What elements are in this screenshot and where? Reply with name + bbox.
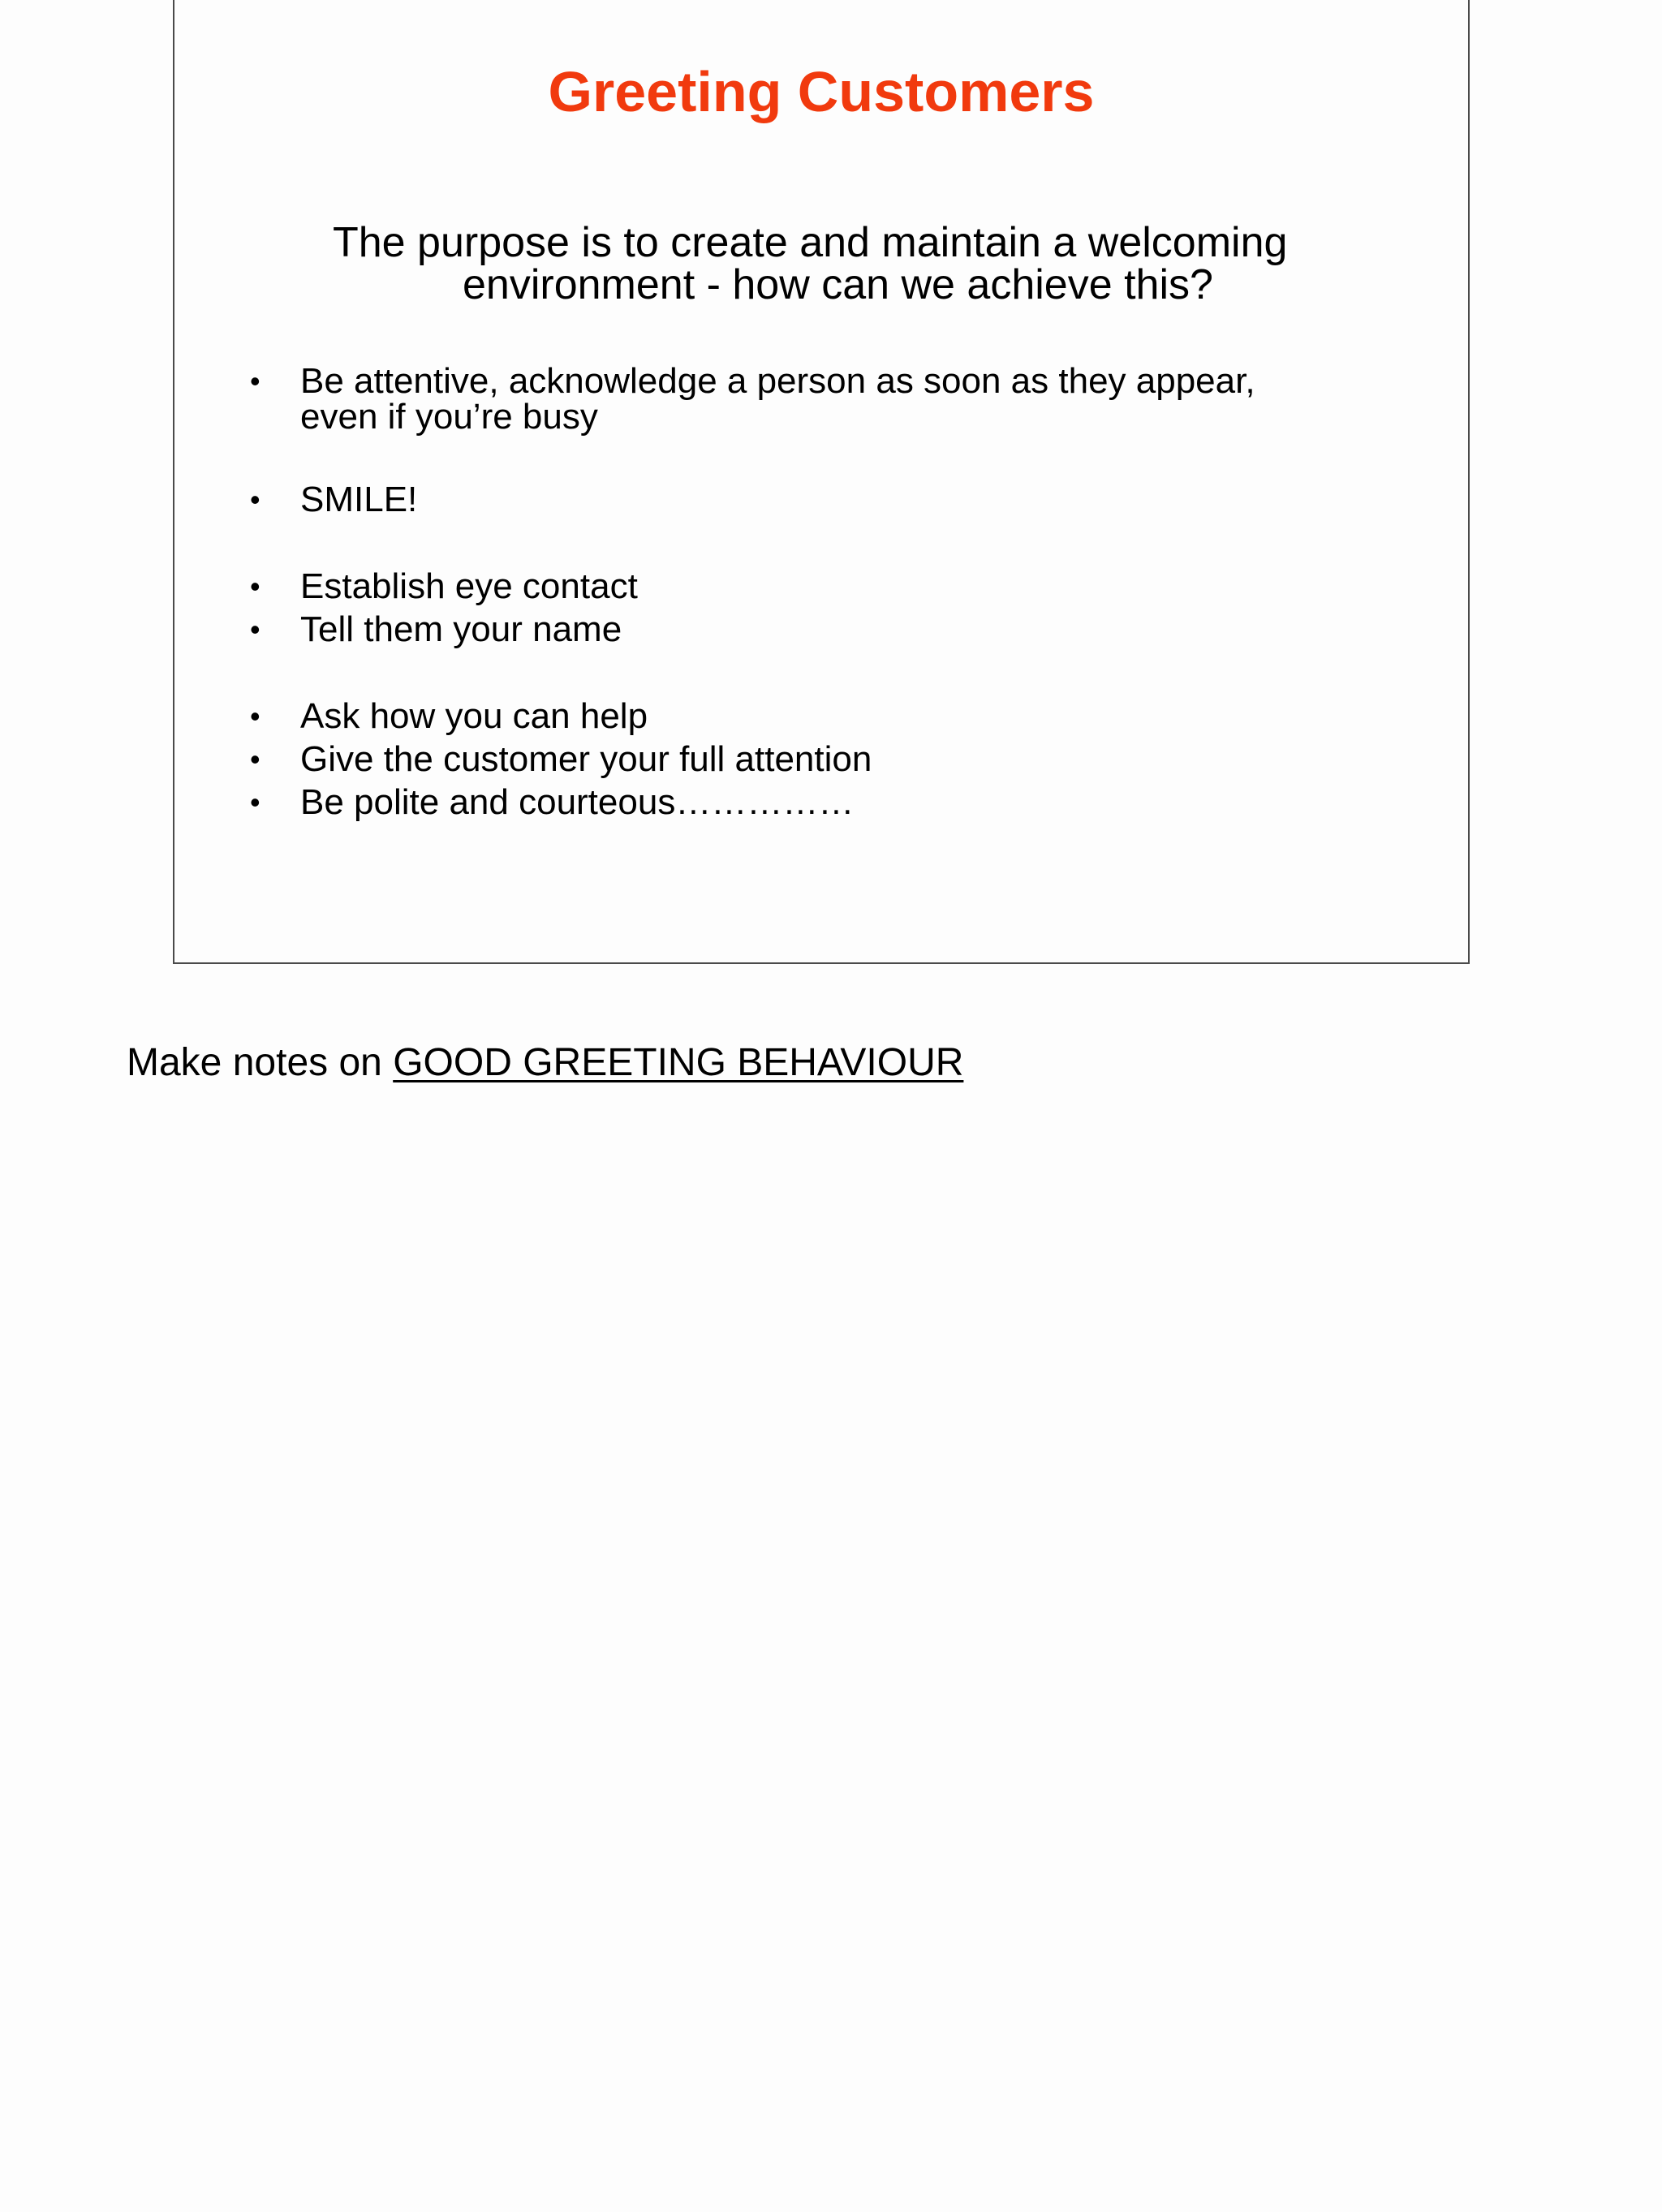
slide-purpose-statement [333, 219, 1323, 308]
bullet-icon: • [250, 483, 260, 516]
notes-instruction [127, 1040, 963, 1086]
bullet-text: Establish eye contact [300, 566, 638, 606]
bullet-text: Give the customer your full attention [300, 739, 872, 779]
slide-title: Greeting Customers [548, 60, 1095, 123]
bullet-icon: • [250, 699, 260, 733]
slide-frame [173, 0, 1470, 964]
bullet-icon: • [250, 570, 260, 603]
bullet-text: Be attentive, acknowledge a person as soon as they appear, even if you’re busy [300, 361, 1255, 437]
bullet-icon: • [250, 742, 260, 776]
bullet-icon: • [250, 613, 260, 646]
bullet-icon: • [250, 364, 260, 398]
bullet-icon: • [250, 785, 260, 819]
purpose-line-2: environment - how can we achieve this? [463, 261, 1213, 308]
bullet-text: Ask how you can help [300, 696, 648, 736]
notes-topic: GOOD GREETING BEHAVIOUR [393, 1041, 964, 1084]
bullet-text: Tell them your name [300, 609, 622, 649]
bullet-text: SMILE! [300, 480, 418, 519]
bullet-text: Be polite and courteous…………… [300, 782, 855, 822]
notes-prefix: Make notes on [127, 1041, 394, 1084]
purpose-line-1: The purpose is to create and maintain a welcoming [333, 219, 1288, 266]
